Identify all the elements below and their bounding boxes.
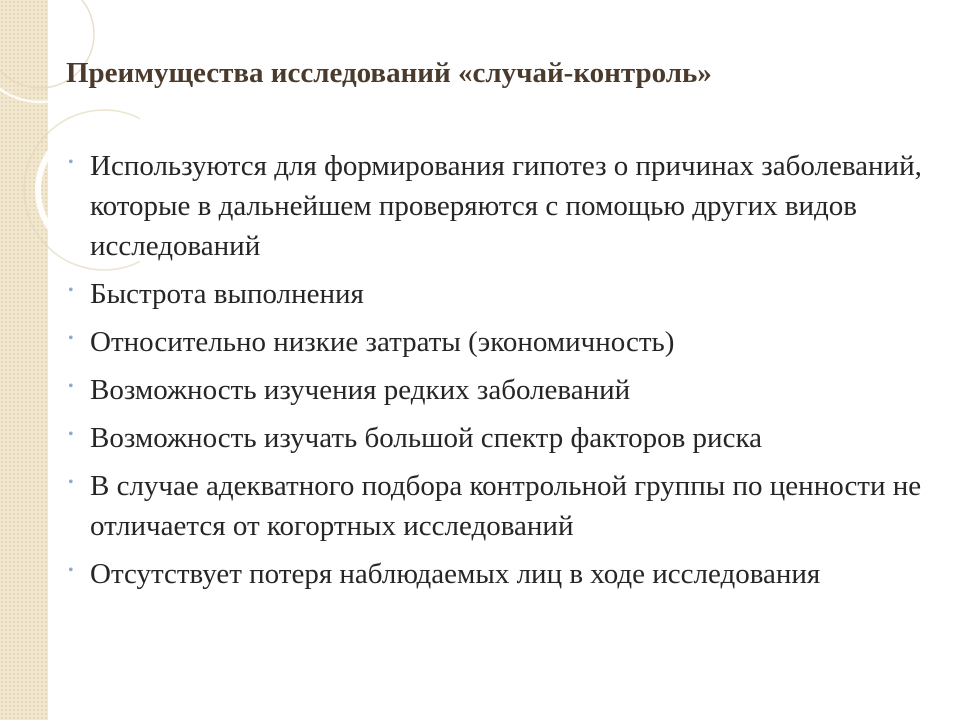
bullet-icon: • xyxy=(68,154,74,171)
decorative-side-band xyxy=(0,0,48,720)
slide-title: Преимущества исследований «случай-контроль» xyxy=(66,57,712,89)
bullet-icon: • xyxy=(68,426,74,443)
advantages-list xyxy=(68,146,928,602)
list-item xyxy=(68,146,928,266)
list-item-text: Относительно низкие затраты (экономичность) xyxy=(90,326,675,358)
list-item xyxy=(68,554,928,594)
list-item-text: Отсутствует потеря наблюдаемых лиц в ходе исследования xyxy=(90,558,821,590)
bullet-icon: • xyxy=(68,378,74,395)
list-item xyxy=(68,418,928,458)
bullet-icon: • xyxy=(68,474,74,491)
list-item-text: Быстрота выполнения xyxy=(90,278,364,310)
list-item-text: В случае адекватного подбора контрольной группы по ценности не отличается от когортных исследований xyxy=(90,470,922,542)
list-item-text: Возможность изучения редких заболеваний xyxy=(90,374,631,406)
bullet-icon: • xyxy=(68,282,74,299)
list-item xyxy=(68,322,928,362)
list-item xyxy=(68,274,928,314)
list-item xyxy=(68,370,928,410)
list-item-text: Возможность изучать большой спектр факторов риска xyxy=(90,422,762,454)
bullet-icon: • xyxy=(68,562,74,579)
bullet-icon: • xyxy=(68,330,74,347)
list-item-text: Используются для формирования гипотез о причинах заболеваний, которые в дальнейшем проверяются с помощью других видов исследований xyxy=(90,150,922,262)
list-item xyxy=(68,466,928,546)
